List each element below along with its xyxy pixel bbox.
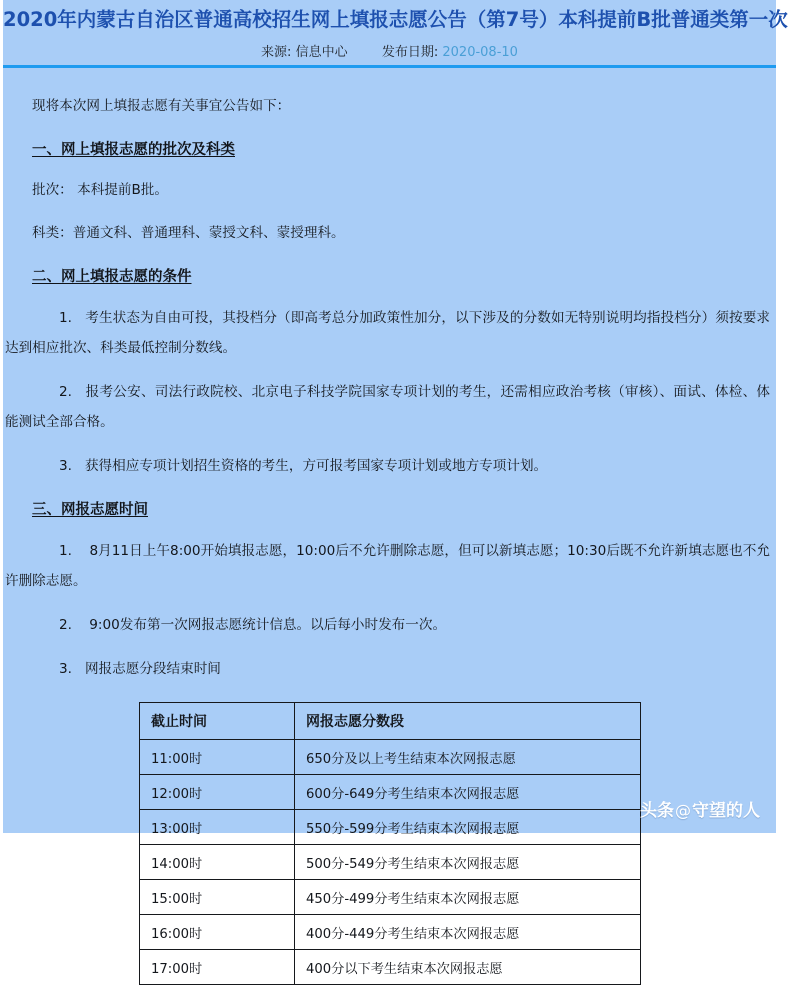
section-3-item-2-number: 2. [59, 617, 72, 633]
cell-deadline: 13:00时 [140, 810, 295, 845]
section-heading-2: 二、网上填报志愿的条件 [32, 269, 192, 285]
section-2-item-3 [5, 451, 770, 481]
cell-score-band: 600分-649分考生结束本次网报志愿 [295, 775, 641, 810]
watermark [640, 800, 760, 822]
announcement-panel [3, 0, 788, 977]
score-schedule-table [139, 702, 641, 985]
table-row [140, 950, 641, 985]
cell-score-band: 500分-549分考生结束本次网报志愿 [295, 845, 641, 880]
section-3-item-1 [5, 536, 770, 596]
table-row [140, 740, 641, 775]
source-value: 信息中心 [295, 45, 348, 60]
section-2-item-3-number: 3. [59, 458, 72, 474]
table-row [140, 915, 641, 950]
date-group [382, 44, 518, 61]
header-divider [3, 65, 776, 68]
cell-deadline: 12:00时 [140, 775, 295, 810]
source-group [261, 44, 348, 61]
intro-paragraph: 现将本次网上填报志愿有关事宜公告如下： [32, 98, 291, 114]
document-header [3, 0, 788, 61]
section-heading-3: 三、网报志愿时间 [32, 502, 148, 518]
section-3-item-3-text: 网报志愿分段结束时间 [84, 661, 221, 677]
table-row [140, 775, 641, 810]
table-row [140, 810, 641, 845]
document-meta [3, 44, 776, 61]
cell-score-band: 400分-449分考生结束本次网报志愿 [295, 915, 641, 950]
watermark-at-symbol: @ [675, 801, 691, 820]
table-row [140, 880, 641, 915]
section-2-item-2 [5, 377, 770, 437]
section-3-item-2 [5, 610, 770, 640]
section-1-paragraph-2: 科类：普通文科、普通理科、蒙授文科、蒙授理科。 [32, 225, 345, 241]
cell-score-band: 550分-599分考生结束本次网报志愿 [295, 810, 641, 845]
column-header-score-band: 网报志愿分数段 [295, 703, 641, 740]
cell-deadline: 15:00时 [140, 880, 295, 915]
page-title: 2020年内蒙古自治区普通高校招生网上填报志愿公告（第7号）本科提前B批普通类第一次 [3, 8, 788, 31]
cell-deadline: 11:00时 [140, 740, 295, 775]
cell-deadline: 16:00时 [140, 915, 295, 950]
cell-score-band: 650分及以上考生结束本次网报志愿 [295, 740, 641, 775]
section-2-item-3-text: 获得相应专项计划招生资格的考生，方可报考国家专项计划或地方专项计划。 [84, 458, 548, 474]
cell-score-band: 450分-499分考生结束本次网报志愿 [295, 880, 641, 915]
cell-score-band: 400分以下考生结束本次网报志愿 [295, 950, 641, 985]
publish-date-label: 发布日期: [381, 45, 439, 60]
source-label: 来源: [261, 45, 292, 60]
document-body [3, 72, 776, 985]
section-1-paragraph-1: 批次： 本科提前B批。 [32, 182, 168, 198]
section-2-item-1-number: 1. [59, 310, 72, 326]
section-2-item-2-number: 2. [59, 384, 72, 400]
section-heading-1: 一、网上填报志愿的批次及科类 [32, 142, 235, 158]
table-header-row [140, 703, 641, 740]
cell-deadline: 14:00时 [140, 845, 295, 880]
section-3-item-1-number: 1. [59, 543, 72, 559]
cell-deadline: 17:00时 [140, 950, 295, 985]
section-2-item-2-text: 报考公安、司法行政院校、北京电子科技学院国家专项计划的考生，还需相应政治考核（审核）、面试、体检、体能测试全部合格。 [5, 384, 770, 430]
section-3-item-2-text: 9:00发布第一次网报志愿统计信息。以后每小时发布一次。 [89, 617, 447, 633]
section-3-item-3-number: 3. [59, 661, 72, 677]
section-2-item-1-text: 考生状态为自由可投，其投档分（即高考总分加政策性加分，以下涉及的分数如无特别说明均指投档分）须按要求达到相应批次、科类最低控制分数线。 [5, 310, 770, 356]
column-header-deadline: 截止时间 [140, 703, 295, 740]
section-2-item-1 [5, 303, 770, 363]
table-row [140, 845, 641, 880]
score-schedule-table-wrapper [139, 702, 770, 985]
publish-date-value: 2020-08-10 [442, 45, 518, 60]
watermark-brand: 头条 [640, 801, 674, 821]
section-3-item-3 [5, 654, 770, 684]
watermark-author: 守望的人 [692, 801, 760, 821]
section-3-item-1-text: 8月11日上午8:00开始填报志愿，10:00后不允许删除志愿，但可以新填志愿；10:30后既不允许新填志愿也不允许删除志愿。 [5, 543, 770, 589]
